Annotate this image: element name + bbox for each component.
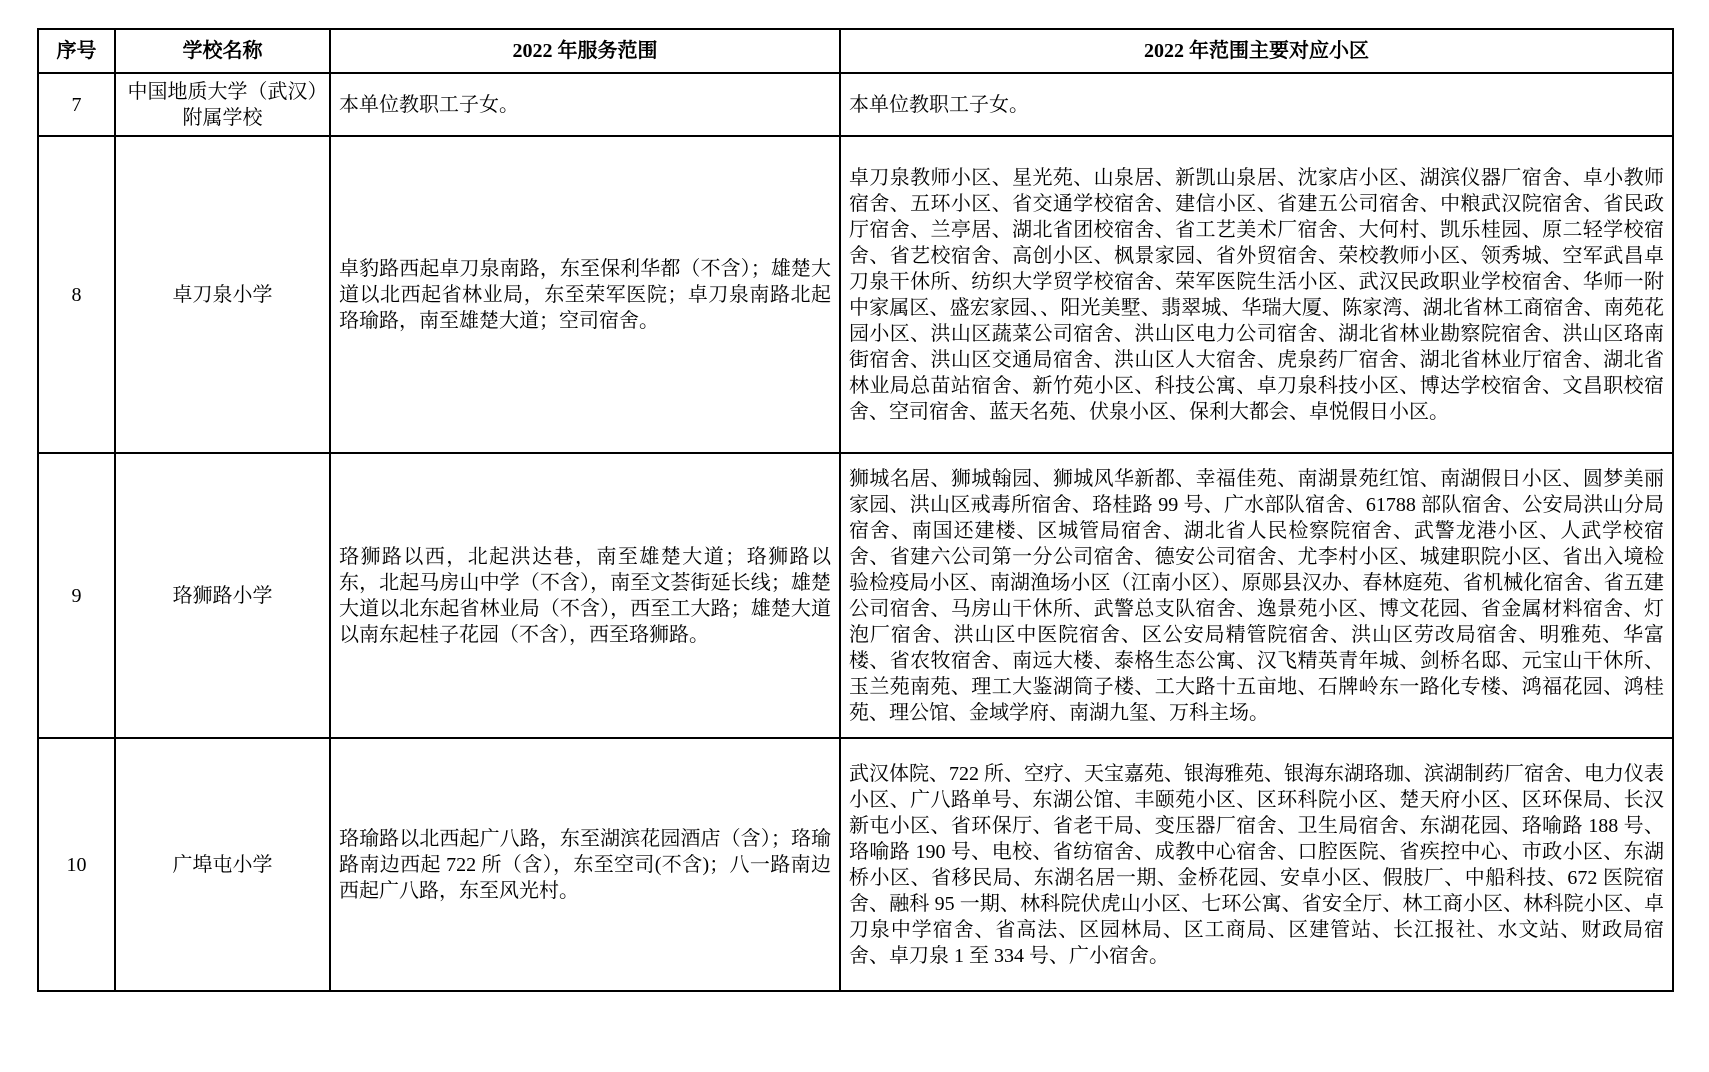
school-name-cell: 中国地质大学（武汉）附属学校	[115, 73, 330, 136]
communities-cell: 卓刀泉教师小区、星光苑、山泉居、新凯山泉居、沈家店小区、湖滨仪器厂宿舍、卓小教师宿舍、五环小区、省交通学校宿舍、建信小区、省建五公司宿舍、中粮武汉院宿舍、省民政厅宿舍、兰亭居、湖北省团校宿舍、省工艺美术厂宿舍、大何村、凯乐桂园、原二轻学校宿舍、省艺校宿舍、高创小区、枫景家园、省外贸宿舍、荣校教师小区、领秀城、空军武昌卓刀泉干休所、纺织大学贸学校宿舍、荣军医院生活小区、武汉民政职业学校宿舍、华师一附中家属区、盛宏家园、、阳光美墅、翡翠城、华瑞大厦、陈家湾、湖北省林工商宿舍、南苑花园小区、洪山区蔬菜公司宿舍、洪山区电力公司宿舍、湖北省林业勘察院宿舍、洪山区珞南街宿舍、洪山区交通局宿舍、洪山区人大宿舍、虎泉药厂宿舍、湖北省林业厅宿舍、湖北省林业局总苗站宿舍、新竹苑小区、科技公寓、卓刀泉科技小区、博达学校宿舍、文昌职校宿舍、空司宿舍、蓝天名苑、伏泉小区、保利大都会、卓悦假日小区。	[840, 136, 1673, 453]
school-name-cell: 广埠屯小学	[115, 738, 330, 991]
column-header-range: 2022 年服务范围	[330, 29, 840, 73]
document-page	[0, 28, 1709, 1072]
service-range-cell: 珞瑜路以北西起广八路，东至湖滨花园酒店（含）；珞瑜路南边西起 722 所（含），东至空司(不含)；八一路南边西起广八路，东至风光村。	[330, 738, 840, 991]
column-header-no: 序号	[38, 29, 115, 73]
row-number-cell: 8	[38, 136, 115, 453]
school-name-cell: 卓刀泉小学	[115, 136, 330, 453]
row-number-cell: 10	[38, 738, 115, 991]
communities-cell: 狮城名居、狮城翰园、狮城风华新都、幸福佳苑、南湖景苑红馆、南湖假日小区、圆梦美丽家园、洪山区戒毒所宿舍、珞桂路 99 号、广水部队宿舍、61788 部队宿舍、公安局洪山分局宿舍、南国还建楼、区城管局宿舍、湖北省人民检察院宿舍、武警龙港小区、人武学校宿舍、省建六公司第一分公司宿舍、德安公司宿舍、尤李村小区、城建职院小区、省出入境检验检疫局小区、南湖渔场小区（江南小区）、原郧县汉办、春林庭苑、省机械化宿舍、省五建公司宿舍、马房山干休所、武警总支队宿舍、逸景苑小区、博文花园、省金属材料宿舍、灯泡厂宿舍、洪山区中医院宿舍、区公安局精管院宿舍、洪山区劳改局宿舍、明雅苑、华富楼、省农牧宿舍、南远大楼、泰格生态公寓、汉飞精英青年城、剑桥名邸、元宝山干休所、玉兰苑南苑、理工大鉴湖筒子楼、工大路十五亩地、石牌岭东一路化专楼、鸿福花园、鸿桂苑、理公馆、金域学府、南湖九玺、万科主场。	[840, 453, 1673, 738]
row-number-cell: 9	[38, 453, 115, 738]
header-row	[38, 29, 1673, 73]
table-row	[38, 136, 1673, 453]
table-row	[38, 453, 1673, 738]
school-name-cell: 珞狮路小学	[115, 453, 330, 738]
service-range-cell: 卓豹路西起卓刀泉南路，东至保利华都（不含）；雄楚大道以北西起省林业局，东至荣军医院；卓刀泉南路北起珞瑜路，南至雄楚大道；空司宿舍。	[330, 136, 840, 453]
communities-cell: 武汉体院、722 所、空疗、天宝嘉苑、银海雅苑、银海东湖珞珈、滨湖制药厂宿舍、电力仪表小区、广八路单号、东湖公馆、丰颐苑小区、区环科院小区、楚天府小区、区环保局、长汉新屯小区、省环保厅、省老干局、变压器厂宿舍、卫生局宿舍、东湖花园、珞喻路 188 号、珞喻路 190 号、电校、省纺宿舍、成教中心宿舍、口腔医院、省疾控中心、市政小区、东湖桥小区、省移民局、东湖名居一期、金桥花园、安卓小区、假肢厂、中船科技、672 医院宿舍、融科 95 一期、林科院伏虎山小区、七环公寓、省安全厅、林工商小区、林科院小区、卓刀泉中学宿舍、省高法、区园林局、区工商局、区建管站、长江报社、水文站、财政局宿舍、卓刀泉 1 至 334 号、广小宿舍。	[840, 738, 1673, 991]
table-row	[38, 738, 1673, 991]
school-service-area-table	[37, 28, 1674, 992]
table-row	[38, 73, 1673, 136]
service-range-cell: 珞狮路以西，北起洪达巷，南至雄楚大道；珞狮路以东，北起马房山中学（不含），南至文荟街延长线；雄楚大道以北东起省林业局（不含），西至工大路；雄楚大道以南东起桂子花园（不含），西至珞狮路。	[330, 453, 840, 738]
column-header-school: 学校名称	[115, 29, 330, 73]
service-range-cell: 本单位教职工子女。	[330, 73, 840, 136]
row-number-cell: 7	[38, 73, 115, 136]
column-header-communities: 2022 年范围主要对应小区	[840, 29, 1673, 73]
communities-cell: 本单位教职工子女。	[840, 73, 1673, 136]
